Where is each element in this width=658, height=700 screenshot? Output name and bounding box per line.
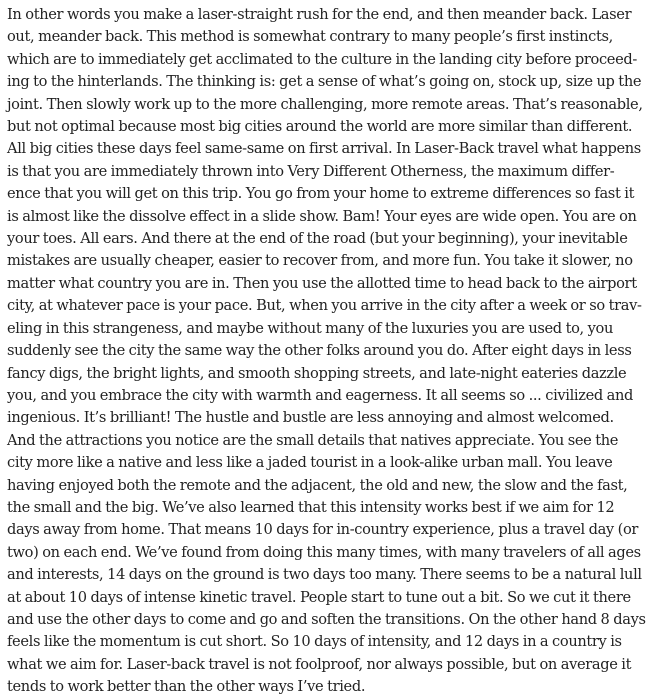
text-line: All big cities these days feel same-same on first arrival. In Laser-Back travel what happens [7,140,641,158]
text-line: city, at whatever pace is your pace. But, when you arrive in the city after a week or so trav- [7,297,642,315]
text-line: joint. Then slowly work up to the more challenging, more remote areas. That’s reasonable, [7,95,643,113]
text-line: And the attractions you notice are the small details that natives appreciate. You see the [7,431,619,449]
text-line: two) on each end. We’ve found from doing this many times, with many travelers of all ages [7,543,641,561]
text-line: ence that you will get on this trip. You go from your home to extreme differences so fast it [7,185,635,203]
text-line: is that you are immediately thrown into Very Different Otherness, the maximum differ- [7,162,615,180]
text-line: ing to the hinterlands. The thinking is: get a sense of what’s going on, stock up, size up the [7,73,642,91]
text-line: the small and the big. We’ve also learned that this intensity works best if we aim for 12 [7,498,615,516]
text-line: ingenious. It’s brilliant! The hustle and bustle are less annoying and almost welcomed. [7,409,614,427]
text-line: fancy digs, the bright lights, and smooth shopping streets, and late-night eateries dazzle [7,364,627,382]
text-line: and use the other days to come and go and soften the transitions. On the other hand 8 days [7,610,646,628]
text-line: is almost like the dissolve effect in a slide show. Bam! Your eyes are wide open. You are on [7,207,637,225]
text-line: eling in this strangeness, and maybe without many of the luxuries you are used to, you [7,319,613,337]
text-line: days away from home. That means 10 days for in-country experience, plus a travel day (or [7,521,639,539]
text-line: having enjoyed both the remote and the adjacent, the old and new, the slow and the fast, [7,476,628,494]
text-line: and interests, 14 days on the ground is two days too many. There seems to be a natural lull [7,566,642,584]
text-line: at about 10 days of intense kinetic travel. People start to tune out a bit. So we cut it there [7,588,631,606]
text-line: your toes. All ears. And there at the end of the road (but your beginning), your inevitable [7,230,628,248]
text-line: mistakes are usually cheaper, easier to recover from, and more fun. You take it slower, no [7,252,633,270]
text-line: tends to work better than the other ways I’ve tried. [7,678,366,696]
text-line: what we aim for. Laser-back travel is not foolproof, nor always possible, but on average it [7,655,632,673]
text-line: In other words you make a laser-straight rush for the end, and then meander back. Laser [7,6,632,23]
text-line: but not optimal because most big cities around the world are more similar than different. [7,118,633,136]
text-line: you, and you embrace the city with warmth and eagerness. It all seems so ... civilized and [7,386,634,404]
text-line: out, meander back. This method is somewhat contrary to many people’s first instincts, [7,28,613,46]
text-line: suddenly see the city the same way the other folks around you do. After eight days in less [7,342,632,360]
text-line: feels like the momentum is cut short. So 10 days of intensity, and 12 days in a country is [7,633,622,651]
text-line: matter what country you are in. Then you use the allotted time to head back to the airport [7,274,637,292]
body-paragraph [7,4,650,699]
text-line: city more like a native and less like a jaded tourist in a look-alike urban mall. You leave [7,454,613,472]
text-line: which are to immediately get acclimated to the culture in the landing city before proceed- [7,50,637,68]
